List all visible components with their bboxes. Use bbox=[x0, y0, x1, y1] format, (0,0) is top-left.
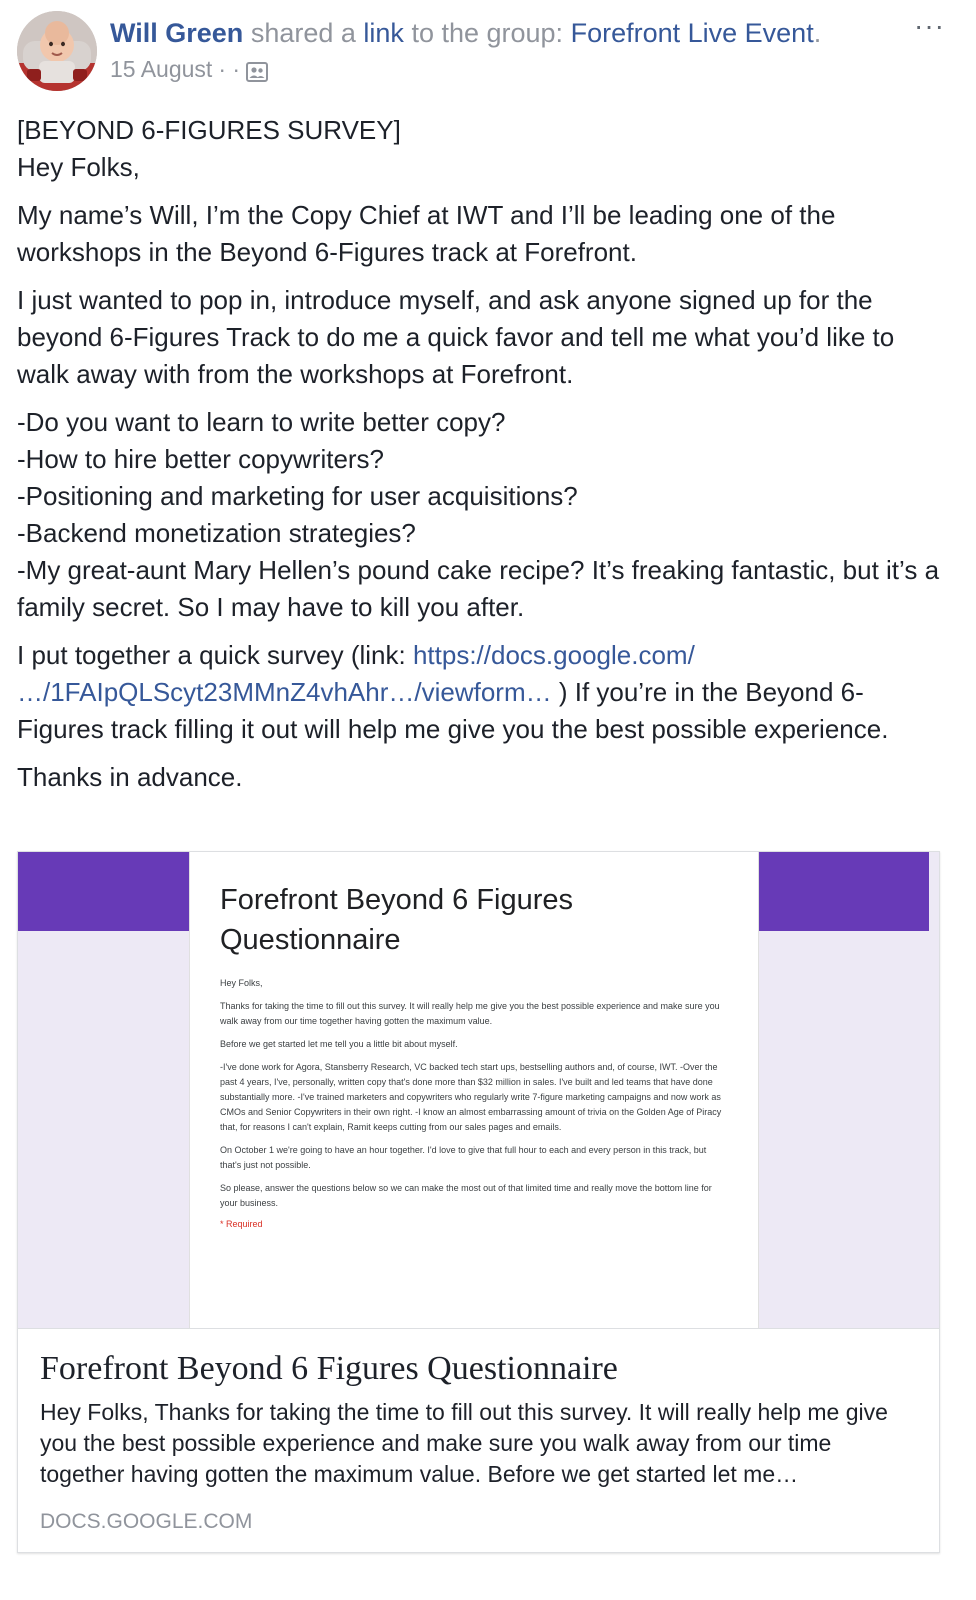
post-line: I just wanted to pop in, introduce myself, and ask anyone signed up for the beyond 6-Figures Track to do me a quick favor and tell me what you’d like to walk away with from the workshops at Forefront. bbox=[17, 285, 895, 389]
form-header-band-left bbox=[18, 852, 190, 931]
link-preview-card[interactable] bbox=[17, 851, 940, 1553]
post-paragraph bbox=[17, 197, 947, 271]
form-preview-title: Forefront Beyond 6 Figures Questionnaire bbox=[220, 884, 574, 956]
post-line: -Do you want to learn to write better copy? bbox=[17, 407, 506, 437]
form-preview-paragraph: So please, answer the questions below so we can make the most out of that limited time and really move the bottom line for your business. bbox=[220, 1183, 712, 1208]
author-avatar[interactable] bbox=[17, 11, 97, 91]
post-closing: Thanks in advance. bbox=[17, 762, 243, 792]
post-options-ellipsis-icon[interactable]: ··· bbox=[914, 10, 945, 41]
form-preview-paragraph: -I've done work for Agora, Stansberry Research, VC backed tech start ups, bestselling authors and, of course, IWT. -Over the past 4 years, I've, personally, written copy that's done more than $32 million in sales. I've built and led teams that have done substantially more. -I've trained marketers and copywriters who regularly write 7-figure marketing campaigns and now work as CMOs and Senior Copywriters in their own right. -I know an almost embarrassing amount of trivia on the Golden Age of Piracy that, for reasons I can't explain, Ramit keeps cutting from our sales pages and emails. bbox=[220, 1062, 722, 1132]
author-name-link[interactable]: Will Green bbox=[110, 18, 244, 48]
link-preview-title[interactable]: Forefront Beyond 6 Figures Questionnaire bbox=[40, 1350, 618, 1387]
form-preview-paragraph: Thanks for taking the time to fill out this survey. It will really help me give you the best possible experience and make sure you walk away from our time together having gotten the maximum value. bbox=[220, 1001, 720, 1026]
post-line: [BEYOND 6-FIGURES SURVEY] bbox=[17, 115, 401, 145]
post-paragraph bbox=[17, 759, 947, 796]
form-required-note: * Required bbox=[220, 1219, 263, 1229]
form-preview-paragraph: Before we get started let me tell you a little bit about myself. bbox=[220, 1039, 458, 1049]
post-line: My name’s Will, I’m the Copy Chief at IWT and I’ll be leading one of the workshops in the Beyond 6-Figures track at Forefront. bbox=[17, 200, 836, 267]
avatar-photo-icon bbox=[17, 11, 97, 91]
post-line: -How to hire better copywriters? bbox=[17, 444, 385, 474]
form-preview-body bbox=[220, 976, 728, 1211]
shared-link-word[interactable]: link bbox=[363, 18, 404, 48]
header-action-text-2: to the group: bbox=[411, 18, 564, 48]
post-meta bbox=[110, 54, 268, 84]
post-header bbox=[110, 16, 821, 50]
meta-separator: · · bbox=[218, 56, 241, 82]
header-action-text: shared a bbox=[250, 18, 356, 48]
form-header-band-right bbox=[758, 852, 929, 931]
post-line: -My great-aunt Mary Hellen’s pound cake recipe? It’s freaking fantastic, but it’s a family secret. So I may have to kill you after. bbox=[17, 555, 940, 622]
post-line: -Positioning and marketing for user acquisitions? bbox=[17, 481, 578, 511]
form-preview-sheet bbox=[189, 852, 759, 1328]
group-name-link[interactable]: Forefront Live Event bbox=[570, 18, 814, 48]
link-preview-description: Hey Folks, Thanks for taking the time to fill out this survey. It will really help me give you the best possible experience and make sure you walk away from our time together having gotten the maximum value. Before we get started let me… bbox=[40, 1399, 888, 1487]
post-paragraph bbox=[17, 282, 947, 393]
post-paragraph bbox=[17, 404, 947, 626]
link-preview-image[interactable] bbox=[18, 852, 939, 1328]
survey-text-after: ) If you’re in the Beyond 6-Figures track filling it out will help me give you the best possible experience. bbox=[17, 677, 889, 744]
form-preview-paragraph: On October 1 we're going to have an hour together. I'd love to give that full hour to each and every person in this track, but that's just not possible. bbox=[220, 1145, 707, 1170]
post-message bbox=[17, 112, 947, 807]
form-preview-paragraph: Hey Folks, bbox=[220, 978, 263, 988]
survey-url-link[interactable]: https://docs.google.com/ …/1FAIpQLScyt23MMnZ4vhAhr…/viewform… bbox=[17, 640, 695, 707]
post-timestamp[interactable]: 15 August bbox=[110, 56, 213, 82]
link-preview-domain: DOCS.GOOGLE.COM bbox=[40, 1510, 253, 1533]
post-line: Hey Folks, bbox=[17, 152, 140, 182]
header-period: . bbox=[813, 18, 822, 48]
post-line: -Backend monetization strategies? bbox=[17, 518, 416, 548]
post-paragraph bbox=[17, 637, 947, 748]
post-paragraph bbox=[17, 112, 947, 186]
survey-text-before: I put together a quick survey (link: bbox=[17, 640, 413, 670]
link-preview-info[interactable] bbox=[18, 1328, 939, 1553]
group-audience-icon[interactable] bbox=[246, 59, 268, 79]
